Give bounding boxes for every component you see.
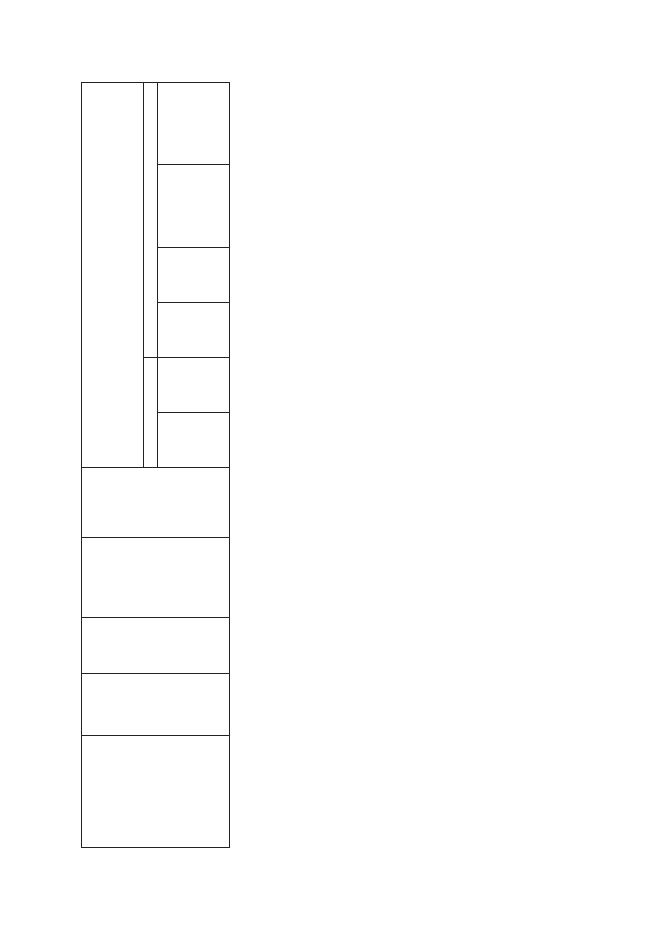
col-agent (82, 468, 230, 538)
col-storage (82, 618, 230, 674)
col-g1-depth (158, 358, 230, 413)
col-placement (82, 674, 230, 736)
col-g23-depth (158, 248, 230, 303)
col-retention (158, 165, 230, 248)
col-g1-absorption (158, 413, 230, 468)
col-g23-absorption (158, 303, 230, 358)
col-object (82, 736, 230, 848)
rotated-table-block (67, 83, 602, 848)
protection-parameters-table (81, 82, 601, 848)
col-method (82, 538, 230, 618)
col-group-1 (144, 358, 158, 468)
table-body (230, 82, 601, 847)
table-head (82, 82, 230, 847)
col-group-2-3 (144, 82, 158, 357)
col-mass-fraction (158, 82, 230, 164)
col-params-title (82, 82, 144, 467)
